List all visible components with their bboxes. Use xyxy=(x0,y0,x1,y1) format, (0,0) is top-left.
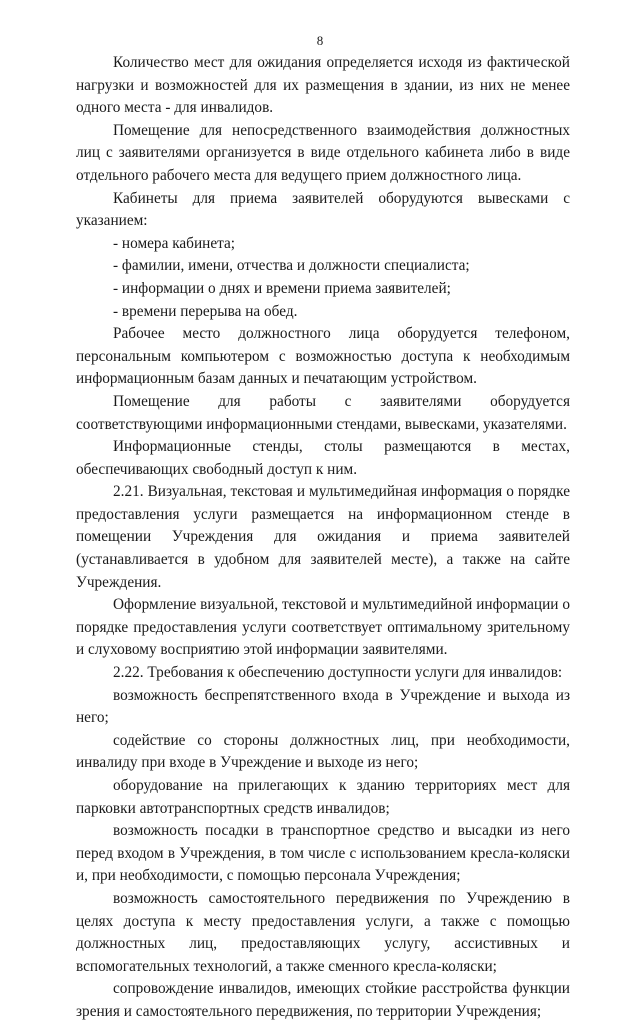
requirement-parking: оборудование на прилегающих к зданию территориях мест для парковки автотранспортных средств инвалидов; xyxy=(76,777,570,817)
list-item-reception-days: - информации о днях и времени приема заявителей; xyxy=(113,279,451,297)
page-number: 8 xyxy=(316,33,324,48)
paragraph-section-2-22: 2.22. Требования к обеспечению доступности услуги для инвалидов: xyxy=(113,664,563,682)
list-item-office-number: - номера кабинета; xyxy=(113,234,236,252)
list-item-lunch-break: - времени перерыва на обед. xyxy=(113,302,298,320)
paragraph-waiting-places: Количество мест для ожидания определяется исходя из фактической нагрузки и возможностей для их размещения в здании, из них не менее одного места - для инвалидов. xyxy=(76,54,570,117)
requirement-entrance-access: возможность беспрепятственного входа в Учреждение и выхода из него; xyxy=(76,686,570,727)
paragraph-section-2-21: 2.21. Визуальная, текстовая и мультимедийная информация о порядке предоставления услуги размещается на информационном стенде в помещении Учреждения для ожидания и приема заявителей (устанавливается в удобном для заявителей месте), а также на сайте Учреждения. xyxy=(76,483,570,591)
requirement-independent-movement: возможность самостоятельного передвижения по Учреждению в целях доступа к месту предоставления услуги, а также с помощью должностных лиц, предоставляющих услугу, ассистивных и вспомогательных технологий, а также сменного кресла-коляски; xyxy=(76,889,570,975)
paragraph-workplace-equipment: Рабочее место должностного лица оборудуется телефоном, персональным компьютером с возможностью доступа к необходимым информационным базам данных и печатающим устройством. xyxy=(76,325,570,388)
paragraph-interaction-room: Помещение для непосредственного взаимодействия должностных лиц с заявителями организуется в виде отдельного кабинета либо в виде отдельного рабочего места для ведущего прием должностного лица. xyxy=(76,121,570,184)
document-body xyxy=(76,52,570,1024)
list-item-specialist-name: - фамилии, имени, отчества и должности специалиста; xyxy=(113,257,470,275)
requirement-escort: сопровождение инвалидов, имеющих стойкие расстройства функции зрения и самостоятельного передвижения, по территории Учреждения; xyxy=(76,980,570,1020)
requirement-staff-assistance: содействие со стороны должностных лиц, при необходимости, инвалиду при входе в Учреждение и выходе из него; xyxy=(76,731,570,772)
requirement-vehicle-boarding: возможность посадки в транспортное средство и высадки из него перед входом в Учреждения, в том числе с использованием кресла-коляски и, при необходимости, с помощью персонала Учреждения; xyxy=(76,822,570,885)
paragraph-signage-intro: Кабинеты для приема заявителей оборудуются вывесками с указанием: xyxy=(76,189,570,230)
paragraph-info-stands: Помещение для работы с заявителями оборудуется соответствующими информационными стендами, вывесками, указателями. xyxy=(76,392,570,433)
paragraph-stands-placement: Информационные стенды, столы размещаются в местах, обеспечивающих свободный доступ к ним. xyxy=(76,438,570,478)
paragraph-info-design: Оформление визуальной, текстовой и мультимедийной информации о порядке предоставления услуги соответствует оптимальному зрительному и слуховому восприятию этой информации заявителями. xyxy=(76,596,570,659)
